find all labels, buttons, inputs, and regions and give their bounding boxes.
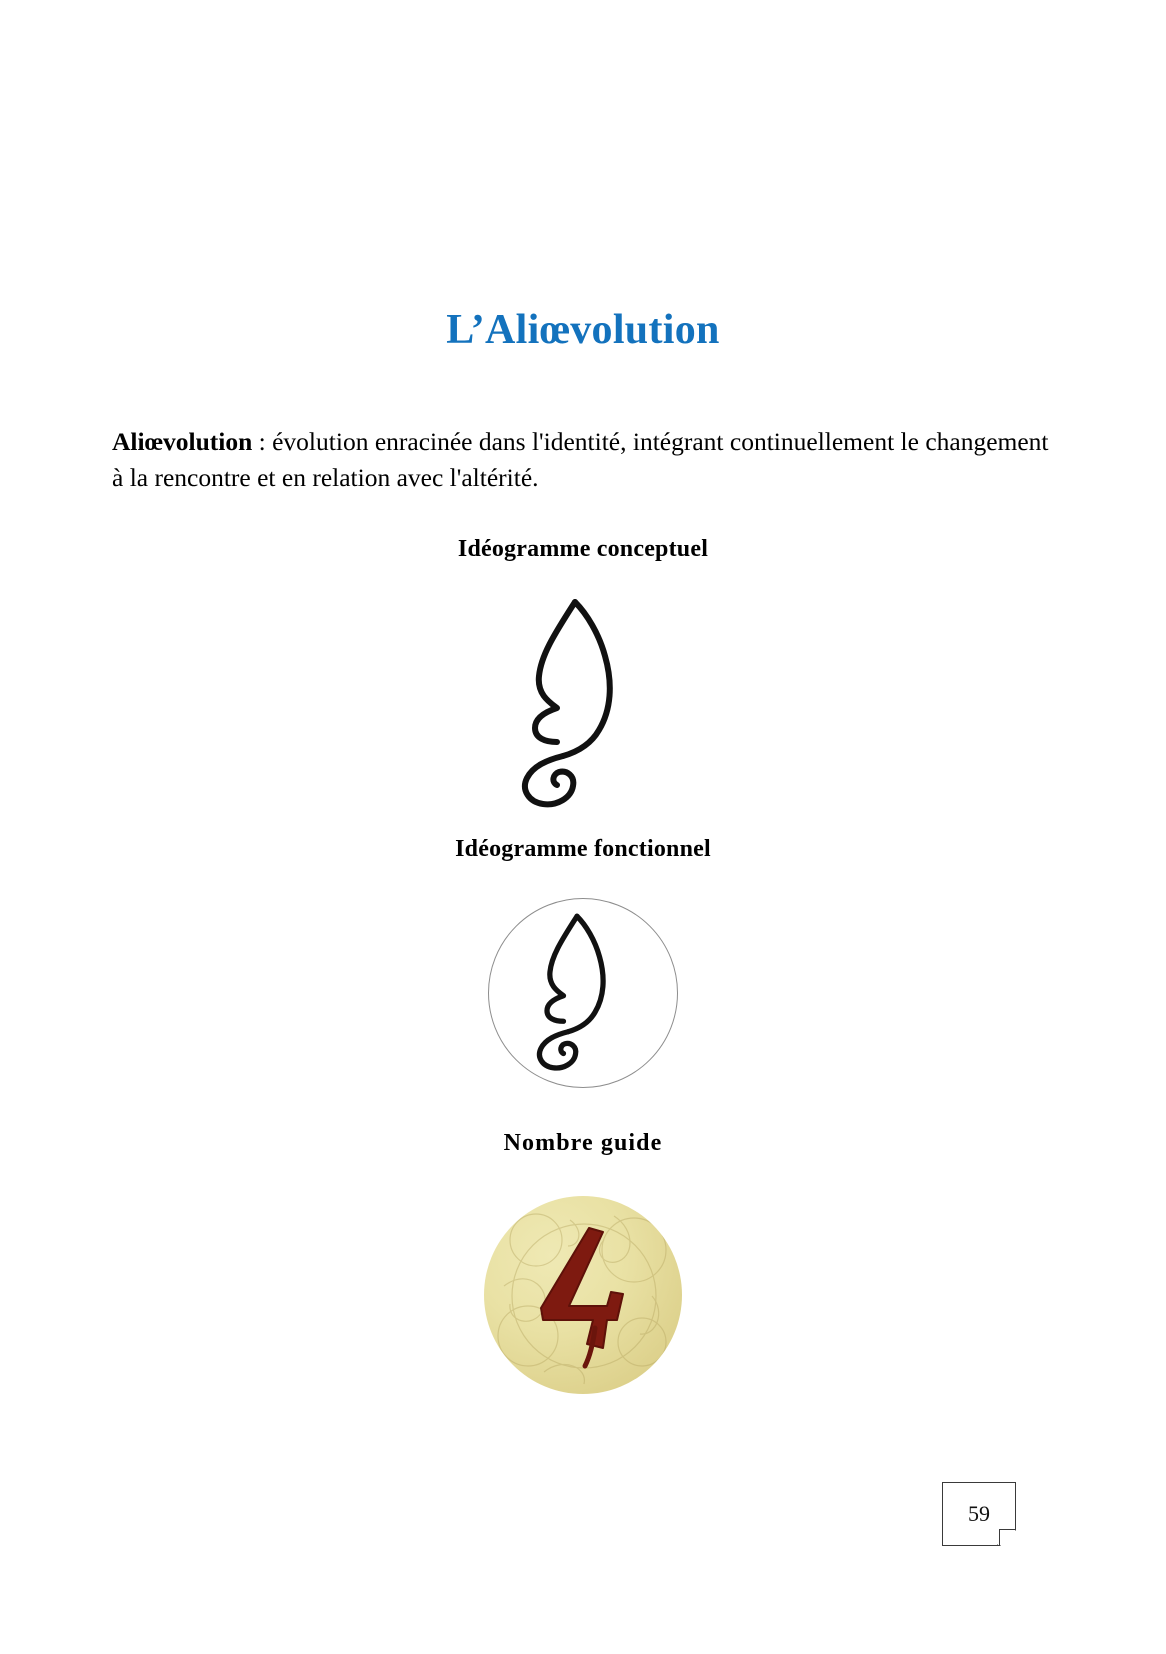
section-label-nombre-guide: Nombre guide — [503, 1130, 663, 1156]
section-label-fonctionnel: Idéogramme fonctionnel — [455, 836, 711, 862]
corner-fold-icon — [997, 1528, 1015, 1545]
ideogram-circle-outline — [488, 898, 678, 1088]
definition-term: Aliœvolution — [112, 426, 253, 456]
page-number-box — [942, 1482, 1016, 1546]
page-title: L’Aliœvolution — [446, 307, 720, 354]
definition-paragraph — [112, 424, 1054, 496]
ideogram-conceptuel-figure — [0, 590, 1166, 820]
ideogram-fonctionnel-figure — [0, 898, 1166, 1088]
page-number: 59 — [968, 1501, 990, 1526]
guide-number-figure — [0, 1196, 1166, 1394]
flame-swirl-icon — [508, 906, 658, 1081]
guide-number-glyph — [523, 1220, 643, 1370]
section-label-conceptuel: Idéogramme conceptuel — [457, 536, 709, 562]
guide-number-disc — [484, 1196, 682, 1394]
definition-text: : évolution enracinée dans l'identité, intégrant continuellement le changement à la rencontre et en relation avec l'altérité. — [112, 426, 1049, 492]
flame-swirl-icon — [483, 590, 683, 820]
